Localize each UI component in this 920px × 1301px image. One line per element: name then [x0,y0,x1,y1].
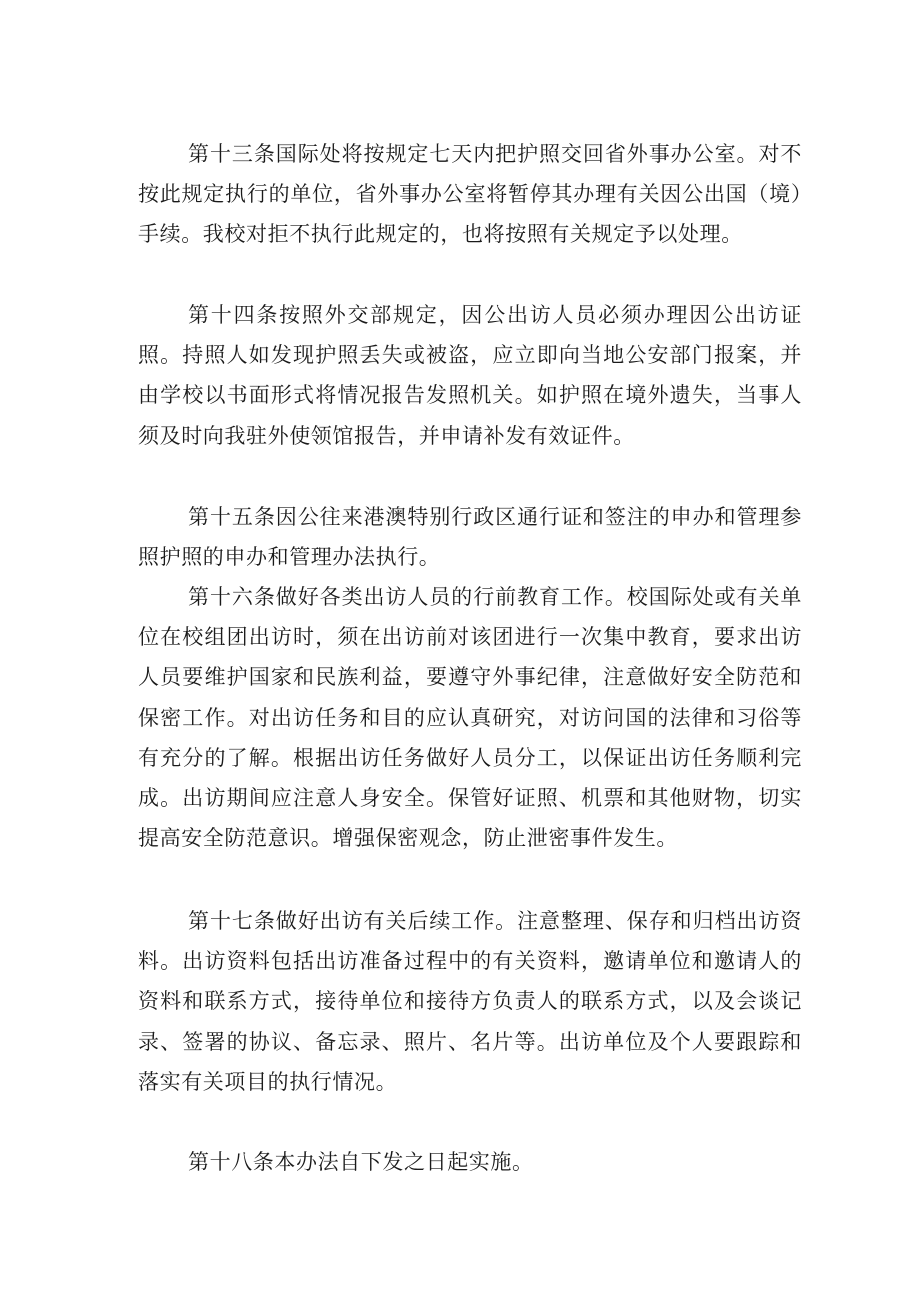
article-13-paragraph: 第十三条国际处将按规定七天内把护照交回省外事办公室。对不按此规定执行的单位，省外事办公室将暂停其办理有关因公出国（境）手续。我校对拒不执行此规定的，也将按照有关规定予以处理。 [138,142,802,247]
article-15-paragraph: 第十五条因公往来港澳特别行政区通行证和签注的申办和管理参照护照的申办和管理办法执行。 [138,505,802,570]
article-17-paragraph: 第十七条做好出访有关后续工作。注意整理、保存和归档出访资料。出访资料包括出访准备过程中的有关资料，邀请单位和邀请人的资料和联系方式，接待单位和接待方负责人的联系方式，以及会谈记录、签署的协议、备忘录、照片、名片等。出访单位及个人要跟踪和落实有关项目的执行情况。 [138,909,802,1094]
article-16-paragraph: 第十六条做好各类出访人员的行前教育工作。校国际处或有关单位在校组团出访时，须在出访前对该团进行一次集中教育，要求出访人员要维护国家和民族利益，要遵守外事纪律，注意做好安全防范和保密工作。对出访任务和目的应认真研究，对访问国的法律和习俗等有充分的了解。根据出访任务做好人员分工，以保证出访任务顺利完成。出访期间应注意人身安全。保管好证照、机票和其他财物，切实提高安全防范意识。增强保密观念，防止泄密事件发生。 [138,585,802,851]
article-18-paragraph: 第十八条本办法自下发之日起实施。 [188,1150,534,1174]
article-14-paragraph: 第十四条按照外交部规定，因公出访人员必须办理因公出访证照。持照人如发现护照丢失或被盗，应立即向当地公安部门报案，并由学校以书面形式将情况报告发照机关。如护照在境外遗失，当事人须及时向我驻外使领馆报告，并申请补发有效证件。 [138,303,802,448]
